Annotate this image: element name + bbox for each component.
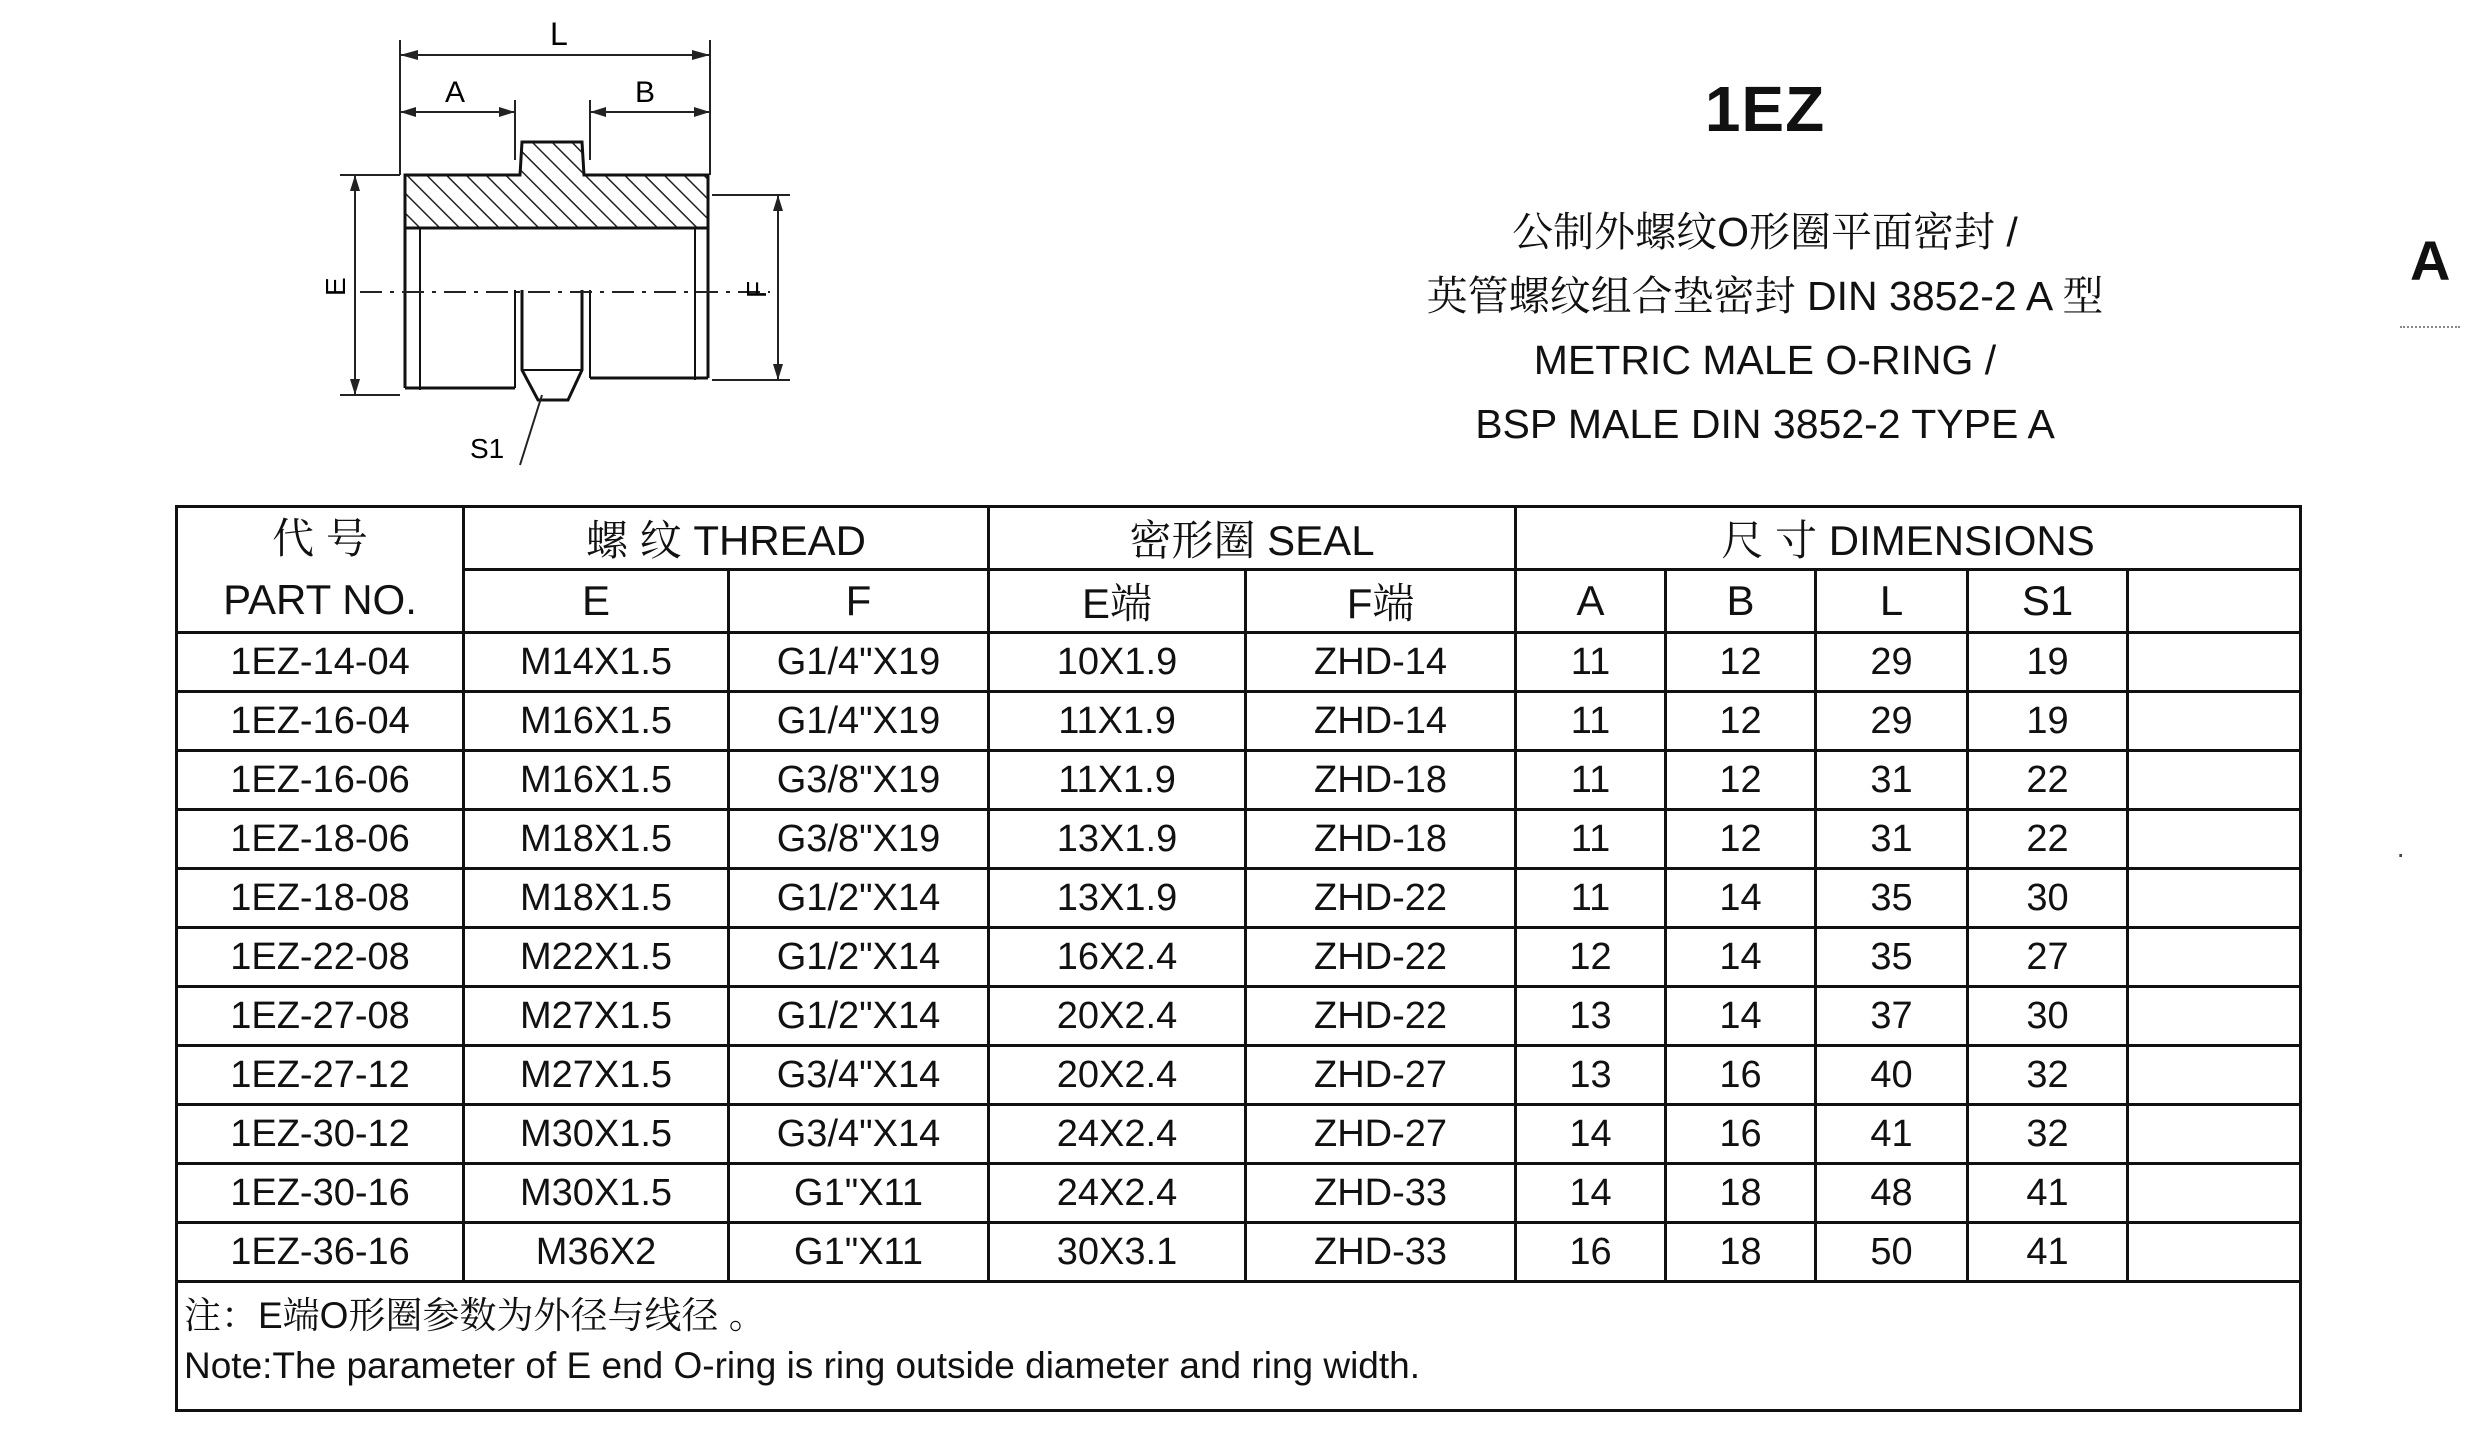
table-row	[177, 928, 2301, 987]
cell-seal-e-end: 13X1.9	[989, 869, 1246, 928]
cell-dim-l: 50	[1816, 1223, 1968, 1282]
table-row	[177, 869, 2301, 928]
header-a: A	[1516, 570, 1666, 633]
cell-dim-b: 14	[1666, 869, 1816, 928]
arrow-icon	[590, 107, 606, 117]
cell-thread-e: M30X1.5	[464, 1164, 729, 1223]
subtitle-line: METRIC MALE O-RING /	[1533, 337, 1997, 383]
cell-dim-s1: 27	[1968, 928, 2128, 987]
cell-dim-a: 11	[1516, 692, 1666, 751]
cell-dim-a: 12	[1516, 928, 1666, 987]
cell-thread-f: G1/4"X19	[729, 692, 989, 751]
cell-seal-e-end: 24X2.4	[989, 1164, 1246, 1223]
cell-dim-s1: 32	[1968, 1046, 2128, 1105]
cell-thread-e: M27X1.5	[464, 987, 729, 1046]
cell-thread-e: M36X2	[464, 1223, 729, 1282]
cell-empty	[2128, 810, 2301, 869]
header-l: L	[1816, 570, 1968, 633]
cell-seal-f-end: ZHD-18	[1246, 810, 1516, 869]
cell-thread-e: M16X1.5	[464, 692, 729, 751]
table-row	[177, 633, 2301, 692]
cell-seal-f-end: ZHD-22	[1246, 928, 1516, 987]
divider	[2400, 326, 2460, 328]
cell-dim-b: 14	[1666, 928, 1816, 987]
cell-thread-f: G1/2"X14	[729, 869, 989, 928]
cell-dim-b: 18	[1666, 1164, 1816, 1223]
cell-dim-b: 14	[1666, 987, 1816, 1046]
section-letter: A	[2410, 229, 2451, 292]
header-s1: S1	[1968, 570, 2128, 633]
cell-empty	[2128, 987, 2301, 1046]
header-e-end: E端	[989, 570, 1246, 633]
header-thread: 螺 纹 THREAD	[464, 507, 989, 570]
cell-thread-f: G3/8"X19	[729, 751, 989, 810]
cell-dim-s1: 30	[1968, 987, 2128, 1046]
cell-thread-e: M14X1.5	[464, 633, 729, 692]
note-en: Note:The parameter of E end O-ring is ring outside diameter and ring width.	[177, 1341, 2301, 1411]
header-part-no-cn: 代 号	[272, 514, 368, 562]
cell-dim-b: 12	[1666, 692, 1816, 751]
table-row	[177, 987, 2301, 1046]
cell-dim-l: 48	[1816, 1164, 1968, 1223]
cell-dim-a: 16	[1516, 1223, 1666, 1282]
cell-dim-s1: 30	[1968, 869, 2128, 928]
cell-thread-e: M30X1.5	[464, 1105, 729, 1164]
cell-dim-a: 13	[1516, 987, 1666, 1046]
cell-thread-f: G3/8"X19	[729, 810, 989, 869]
table-row	[177, 751, 2301, 810]
arrow-icon	[773, 195, 783, 211]
table-row	[177, 1046, 2301, 1105]
cell-dim-l: 31	[1816, 751, 1968, 810]
cell-dim-l: 35	[1816, 869, 1968, 928]
cell-thread-f: G1/2"X14	[729, 987, 989, 1046]
cell-seal-e-end: 11X1.9	[989, 751, 1246, 810]
cell-empty	[2128, 1223, 2301, 1282]
cell-part-no: 1EZ-30-12	[177, 1105, 464, 1164]
cell-seal-f-end: ZHD-18	[1246, 751, 1516, 810]
cell-thread-f: G1/2"X14	[729, 928, 989, 987]
note-cn: 注：E端O形圈参数为外径与线径 。	[177, 1282, 2301, 1342]
dim-label-a: A	[445, 76, 466, 109]
fitting-drawing	[300, 10, 820, 480]
subtitle-line: 英管螺纹组合垫密封 DIN 3852-2 A 型	[1426, 273, 2104, 319]
subtitle-line: BSP MALE DIN 3852-2 TYPE A	[1475, 401, 2055, 447]
cell-seal-f-end: ZHD-22	[1246, 987, 1516, 1046]
cell-dim-s1: 41	[1968, 1223, 2128, 1282]
table-note-row	[177, 1282, 2301, 1342]
cell-dim-l: 40	[1816, 1046, 1968, 1105]
cell-seal-f-end: ZHD-33	[1246, 1164, 1516, 1223]
cell-seal-e-end: 20X2.4	[989, 987, 1246, 1046]
product-description	[1380, 200, 2150, 456]
cell-seal-e-end: 10X1.9	[989, 633, 1246, 692]
cell-seal-e-end: 30X3.1	[989, 1223, 1246, 1282]
cell-seal-f-end: ZHD-22	[1246, 869, 1516, 928]
dim-label-f: F	[741, 280, 772, 298]
table-row	[177, 1164, 2301, 1223]
product-code: 1EZ	[1704, 73, 1826, 145]
header-b: B	[1666, 570, 1816, 633]
cell-empty	[2128, 869, 2301, 928]
cell-seal-e-end: 13X1.9	[989, 810, 1246, 869]
leader-line-s1	[520, 395, 542, 465]
cell-thread-e: M22X1.5	[464, 928, 729, 987]
fitting-section-hatched	[405, 142, 708, 228]
cell-part-no: 1EZ-14-04	[177, 633, 464, 692]
header-f: F	[729, 570, 989, 633]
cell-empty	[2128, 751, 2301, 810]
cell-dim-b: 16	[1666, 1046, 1816, 1105]
cell-thread-e: M18X1.5	[464, 810, 729, 869]
cell-dim-s1: 19	[1968, 692, 2128, 751]
cell-thread-e: M27X1.5	[464, 1046, 729, 1105]
header-seal: 密形圈 SEAL	[989, 507, 1516, 570]
cell-thread-f: G1"X11	[729, 1223, 989, 1282]
cell-empty	[2128, 633, 2301, 692]
cell-part-no: 1EZ-27-08	[177, 987, 464, 1046]
cell-thread-f: G3/4"X14	[729, 1046, 989, 1105]
spec-table	[175, 505, 2302, 1412]
dim-label-s1: S1	[470, 433, 505, 464]
cell-dim-s1: 19	[1968, 633, 2128, 692]
cell-part-no: 1EZ-27-12	[177, 1046, 464, 1105]
cell-dim-b: 12	[1666, 633, 1816, 692]
arrow-icon	[400, 107, 416, 117]
header-f-end: F端	[1246, 570, 1516, 633]
cell-empty	[2128, 928, 2301, 987]
cell-dim-l: 29	[1816, 692, 1968, 751]
cell-seal-e-end: 24X2.4	[989, 1105, 1246, 1164]
arrow-icon	[350, 175, 360, 191]
cell-empty	[2128, 692, 2301, 751]
arrow-icon	[499, 107, 515, 117]
arrow-icon	[694, 107, 710, 117]
arrow-icon	[692, 50, 710, 60]
cell-empty	[2128, 1164, 2301, 1223]
cell-part-no: 1EZ-22-08	[177, 928, 464, 987]
header-part-no	[177, 507, 464, 570]
cell-dim-a: 13	[1516, 1046, 1666, 1105]
cell-part-no: 1EZ-16-06	[177, 751, 464, 810]
cell-seal-f-end: ZHD-27	[1246, 1105, 1516, 1164]
cell-dim-b: 18	[1666, 1223, 1816, 1282]
cell-dim-s1: 22	[1968, 751, 2128, 810]
header-part-no-en: PART NO.	[177, 570, 464, 633]
table-row	[177, 692, 2301, 751]
cell-thread-e: M16X1.5	[464, 751, 729, 810]
cell-part-no: 1EZ-36-16	[177, 1223, 464, 1282]
cell-seal-f-end: ZHD-14	[1246, 692, 1516, 751]
dim-label-b: B	[635, 76, 656, 109]
arrow-icon	[400, 50, 418, 60]
cell-dim-l: 35	[1816, 928, 1968, 987]
cell-dim-b: 16	[1666, 1105, 1816, 1164]
header-dimensions: 尺 寸 DIMENSIONS	[1516, 507, 2301, 570]
cell-thread-f: G1/4"X19	[729, 633, 989, 692]
cell-dim-a: 14	[1516, 1164, 1666, 1223]
cell-dim-l: 37	[1816, 987, 1968, 1046]
cell-empty	[2128, 1046, 2301, 1105]
cell-thread-f: G3/4"X14	[729, 1105, 989, 1164]
cell-seal-f-end: ZHD-14	[1246, 633, 1516, 692]
cell-dim-a: 11	[1516, 751, 1666, 810]
arrow-icon	[350, 379, 360, 395]
dim-label-l: L	[550, 16, 568, 52]
cell-thread-e: M18X1.5	[464, 869, 729, 928]
cell-seal-e-end: 20X2.4	[989, 1046, 1246, 1105]
cell-dim-l: 29	[1816, 633, 1968, 692]
cell-dim-a: 11	[1516, 633, 1666, 692]
table-row	[177, 1105, 2301, 1164]
cell-part-no: 1EZ-18-06	[177, 810, 464, 869]
dim-label-e: E	[320, 277, 351, 296]
subtitle-line: 公制外螺纹O形圈平面密封 /	[1512, 209, 2018, 255]
header-empty	[2128, 570, 2301, 633]
cell-dim-a: 11	[1516, 810, 1666, 869]
cell-dim-b: 12	[1666, 810, 1816, 869]
cell-dim-l: 31	[1816, 810, 1968, 869]
cell-part-no: 1EZ-30-16	[177, 1164, 464, 1223]
cell-dim-b: 12	[1666, 751, 1816, 810]
cell-seal-f-end: ZHD-27	[1246, 1046, 1516, 1105]
divider: ·	[2396, 838, 2406, 869]
cell-part-no: 1EZ-18-08	[177, 869, 464, 928]
cell-part-no: 1EZ-16-04	[177, 692, 464, 751]
table-row	[177, 810, 2301, 869]
cell-dim-a: 11	[1516, 869, 1666, 928]
cell-dim-s1: 22	[1968, 810, 2128, 869]
table-row	[177, 1223, 2301, 1282]
table-note-row	[177, 1341, 2301, 1411]
cell-thread-f: G1"X11	[729, 1164, 989, 1223]
cell-dim-a: 14	[1516, 1105, 1666, 1164]
hex-nut	[522, 290, 582, 400]
header-e: E	[464, 570, 729, 633]
arrow-icon	[773, 364, 783, 380]
cell-dim-l: 41	[1816, 1105, 1968, 1164]
cell-dim-s1: 41	[1968, 1164, 2128, 1223]
cell-seal-e-end: 11X1.9	[989, 692, 1246, 751]
cell-empty	[2128, 1105, 2301, 1164]
cell-seal-e-end: 16X2.4	[989, 928, 1246, 987]
cell-seal-f-end: ZHD-33	[1246, 1223, 1516, 1282]
cell-dim-s1: 32	[1968, 1105, 2128, 1164]
